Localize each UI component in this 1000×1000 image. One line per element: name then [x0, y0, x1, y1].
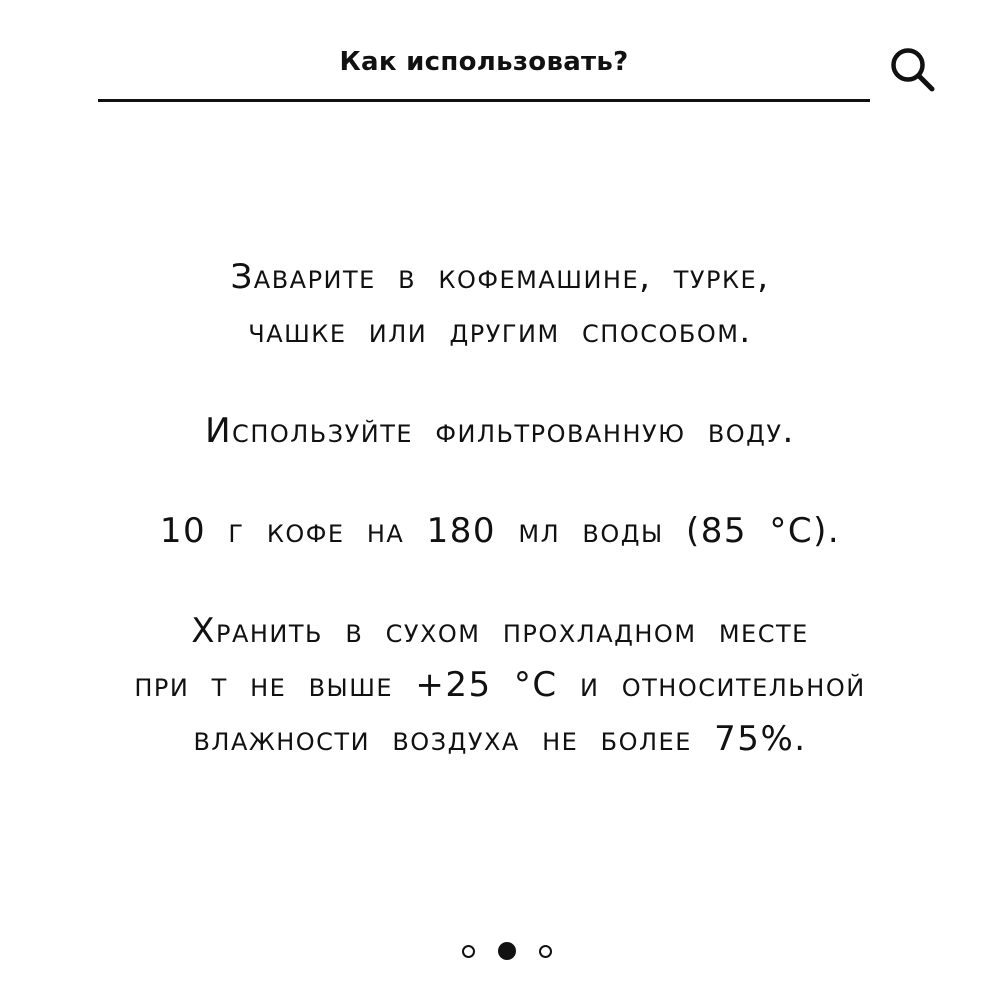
text-line: чашке или другим способом. [248, 311, 752, 351]
search-button[interactable] [884, 38, 944, 98]
pagination-dot[interactable] [498, 942, 516, 960]
search-icon [884, 38, 944, 98]
pagination-dot[interactable] [462, 945, 475, 958]
ratio-instruction [60, 504, 940, 558]
text-line: влажности воздуха не более 75%. [193, 719, 807, 759]
text-line: Хранить в сухом прохладном месте [191, 611, 809, 651]
page-title: Как использовать? [339, 47, 629, 77]
text-line: Используйте фильтрованную воду. [205, 411, 795, 451]
pagination-dots [462, 941, 552, 961]
instructions-text [60, 250, 940, 812]
header-divider [98, 99, 870, 102]
brew-instruction [60, 250, 940, 358]
pagination-dot[interactable] [539, 945, 552, 958]
water-instruction [60, 404, 940, 458]
text-line: при т не выше +25 °С и относительной [134, 665, 866, 705]
text-line: 10 г кофе на 180 мл воды (85 °С). [159, 511, 841, 551]
storage-instruction [60, 604, 940, 766]
text-line: Заварите в кофемашине, турке, [230, 257, 770, 297]
